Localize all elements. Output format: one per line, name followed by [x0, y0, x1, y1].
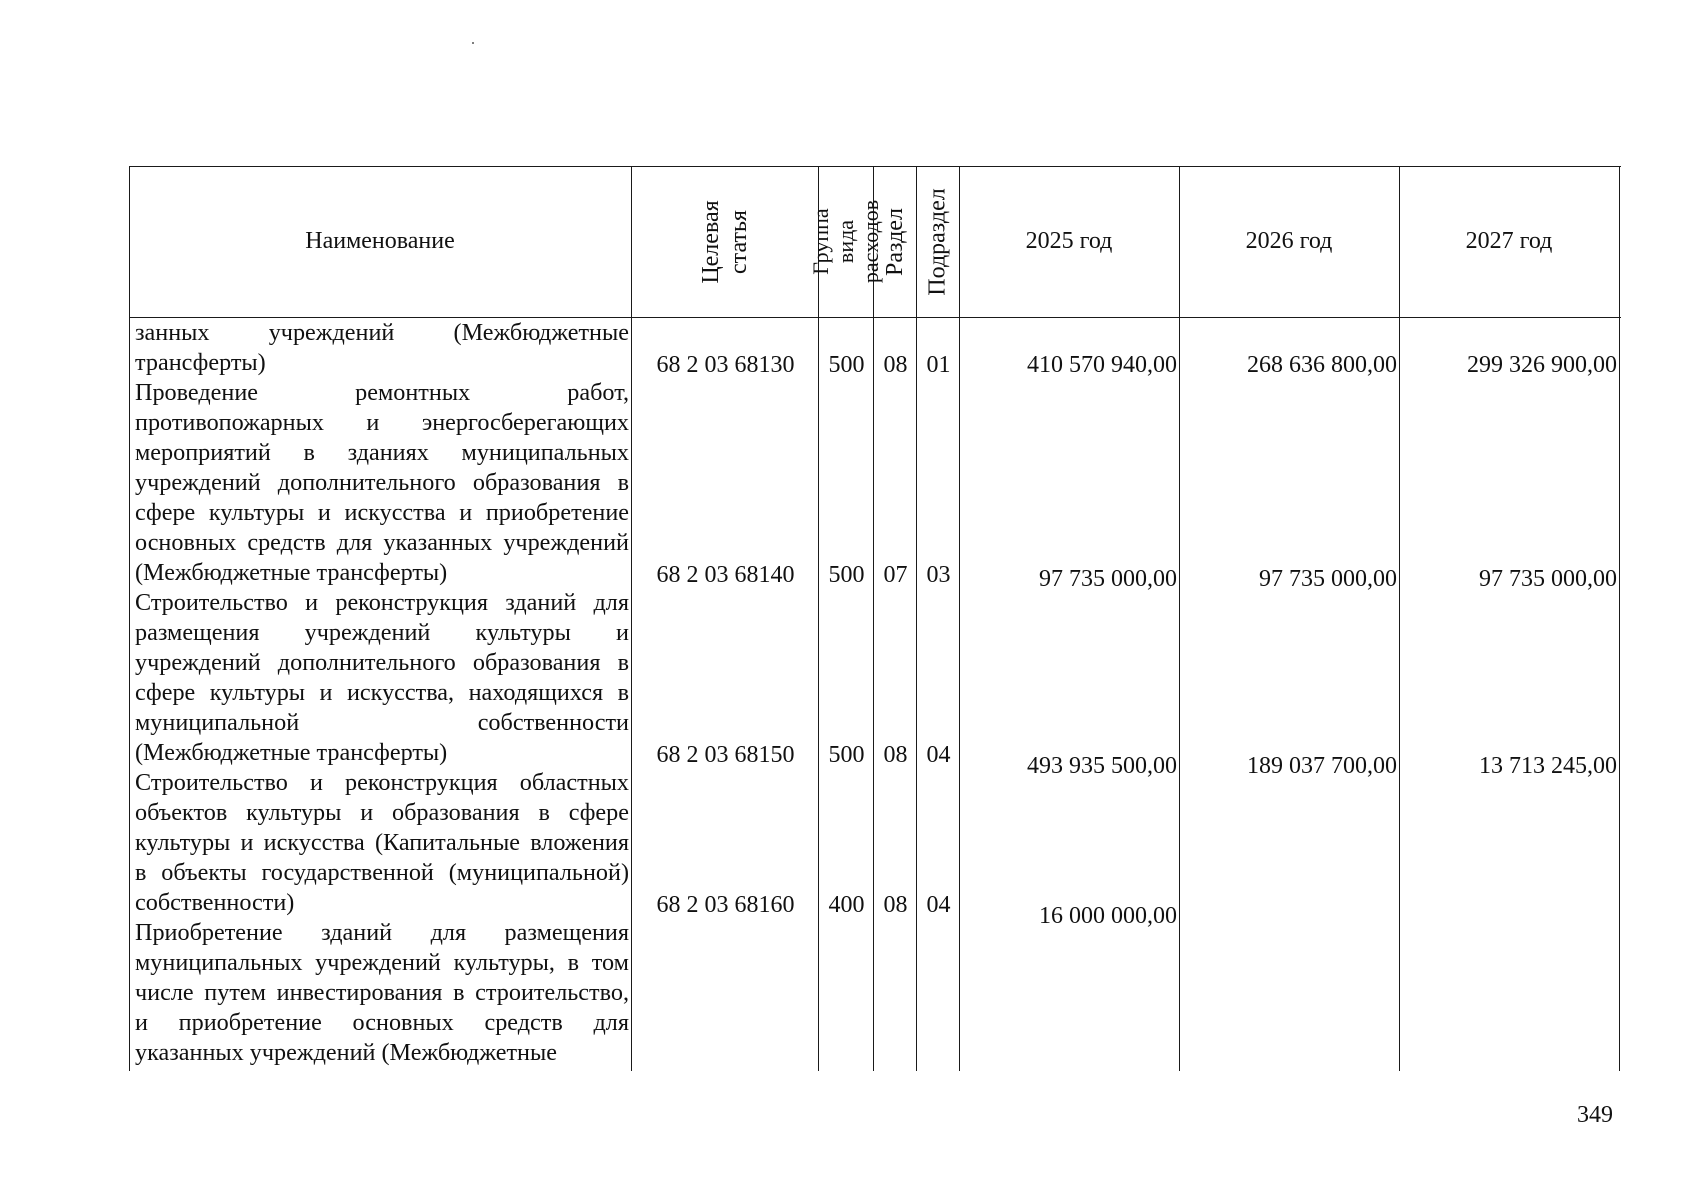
header-year-2027: 2027 год	[1465, 228, 1553, 254]
row-target-article: 68 2 03 68140	[656, 562, 795, 588]
row-section: 08	[883, 742, 908, 768]
row-name: Приобретение зданий для размещения муниципальных учреждений культуры, в том числе путем инвестирования в строительство, и приобретение основных средств для указанных учреждений (Межбюджетные	[135, 919, 629, 1066]
row-name: Строительство и реконструкция областных объектов культуры и образования в сфере культуры и искусства (Капитальные вложения в объекты государственной (муниципальной) собственности)	[135, 769, 629, 916]
row-value-2027: 299 326 900,00	[1467, 352, 1617, 378]
row-value-2025: 410 570 940,00	[1027, 352, 1177, 378]
row-expense-group: 500	[828, 352, 865, 378]
row-section: 08	[883, 352, 908, 378]
header-section: Раздел	[881, 207, 908, 276]
row-value-2025: 16 000 000,00	[1039, 903, 1177, 929]
row-value-2025: 493 935 500,00	[1027, 753, 1177, 779]
header-name: Наименование	[305, 228, 455, 254]
header-year-2026: 2026 год	[1245, 228, 1333, 254]
row-expense-group: 500	[828, 742, 865, 768]
row-value-2027: 13 713 245,00	[1479, 753, 1617, 779]
page-number: 349	[1577, 1102, 1613, 1128]
row-value-2027: 97 735 000,00	[1479, 566, 1617, 592]
budget-table	[129, 166, 1621, 1071]
row-subsection: 04	[926, 892, 951, 918]
row-subsection: 03	[926, 562, 951, 588]
row-section: 07	[883, 562, 908, 588]
header-subsection: Подраздел	[924, 187, 951, 296]
row-value-2026: 189 037 700,00	[1247, 753, 1397, 779]
row-name: Проведение ремонтных работ, противопожарных и энергосберегающих мероприятий в зданиях муниципальных учреждений дополнительного образования в сфере культуры и искусства и приобретение основных средств для указанных учреждений (Межбюджетные трансферты)	[135, 379, 629, 586]
row-subsection: 04	[926, 742, 951, 768]
row-value-2026: 97 735 000,00	[1259, 566, 1397, 592]
row-target-article: 68 2 03 68130	[656, 352, 795, 378]
row-name: Строительство и реконструкция зданий для размещения учреждений культуры и учреждений дополнительного образования в сфере культуры и искусства, находящихся в муниципальной собственности (Межбюджетные трансферты)	[135, 589, 629, 766]
header-target-article: Целевая статья	[697, 199, 752, 284]
row-target-article: 68 2 03 68160	[656, 892, 795, 918]
header-year-2025: 2025 год	[1025, 228, 1113, 254]
table-right-border	[1619, 166, 1620, 1071]
row-expense-group: 500	[828, 562, 865, 588]
row-name: занных учреждений (Межбюджетные трансферты)	[135, 319, 629, 376]
header-expense-group: Группа вида расходов	[808, 199, 883, 284]
row-subsection: 01	[926, 352, 951, 378]
row-value-2025: 97 735 000,00	[1039, 566, 1177, 592]
row-target-article: 68 2 03 68150	[656, 742, 795, 768]
row-value-2026: 268 636 800,00	[1247, 352, 1397, 378]
row-expense-group: 400	[828, 892, 865, 918]
scan-speck	[472, 42, 474, 44]
row-section: 08	[883, 892, 908, 918]
